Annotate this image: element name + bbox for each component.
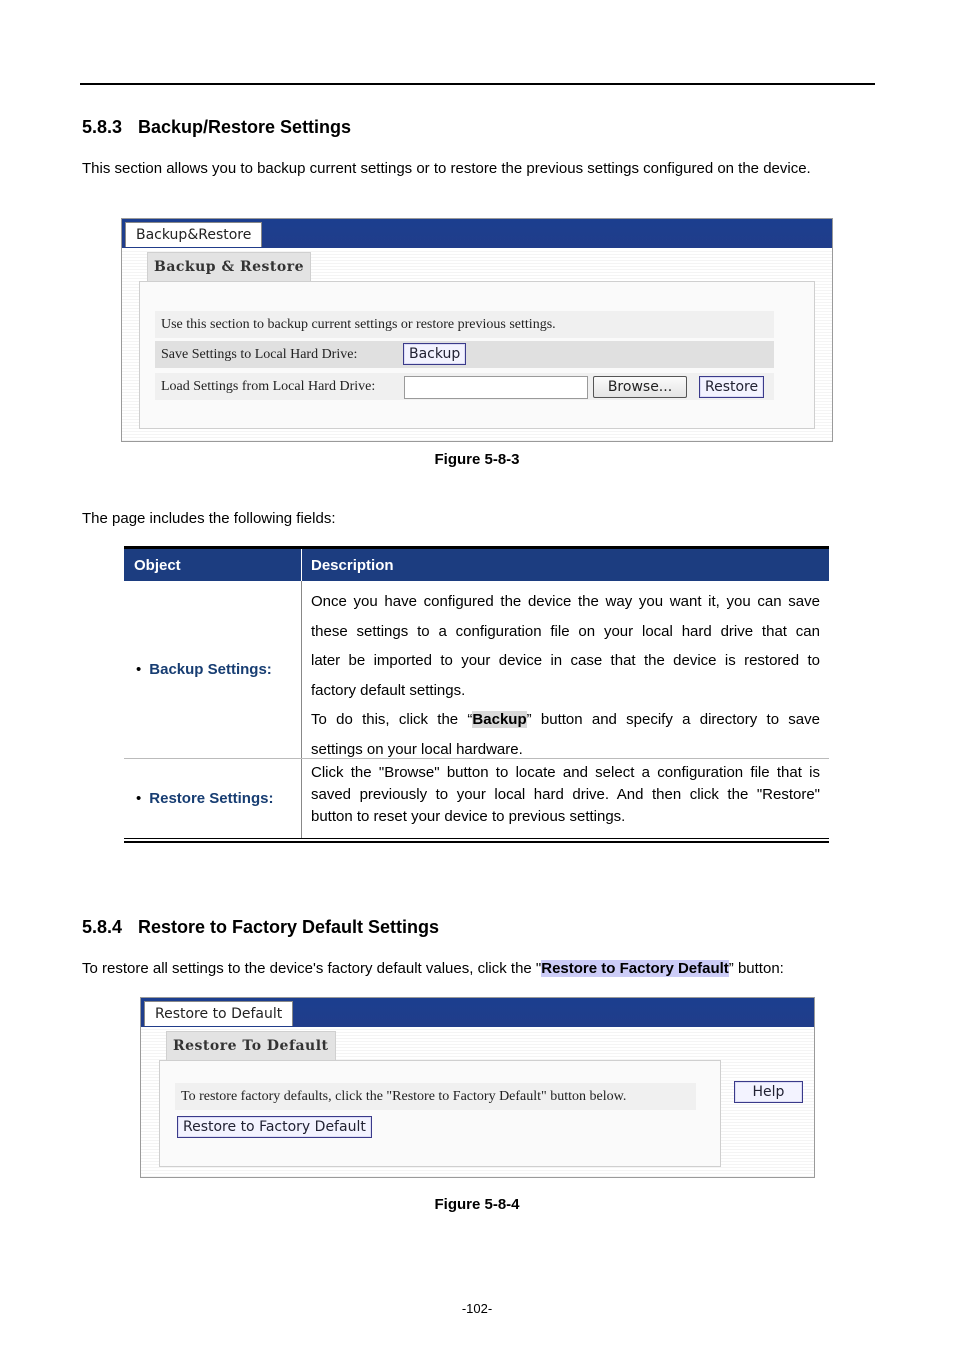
header-rule: [80, 83, 875, 85]
restore-to-factory-default-button[interactable]: Restore to Factory Default: [177, 1116, 372, 1138]
row-divider: [124, 758, 829, 759]
header-description: Description: [311, 557, 394, 574]
backup-restore-screenshot: [121, 218, 833, 442]
save-label: Save Settings to Local Hard Drive:: [161, 347, 358, 362]
header-object: Object: [134, 557, 181, 574]
info-row: Use this section to backup current settings or restore previous settings.: [155, 311, 774, 338]
bullet-icon: •: [136, 661, 142, 678]
object-backup-settings: [136, 661, 272, 678]
section-number: 5.8.3: [82, 117, 123, 137]
object-label: Restore Settings:: [149, 790, 274, 807]
info-row: To restore factory defaults, click the "Restore to Factory Default" button below.: [175, 1083, 696, 1110]
desc-line: factory default settings.: [311, 681, 466, 699]
browse-button[interactable]: Browse...: [593, 376, 687, 398]
section-heading-factory-default: [82, 917, 439, 938]
section-title: Backup/Restore Settings: [138, 117, 352, 137]
subtab-backup-restore: Backup & Restore: [147, 252, 311, 282]
table-bottom-rule: [124, 838, 829, 839]
desc-line: saved previously to your local hard drive. And then click the "Restore": [311, 786, 820, 803]
desc-line: [311, 705, 820, 735]
restore-panel: [159, 1060, 721, 1167]
title-bar: [122, 219, 832, 248]
table-bottom-rule: [124, 841, 829, 843]
object-restore-settings: [136, 790, 273, 807]
table-header: [124, 549, 829, 581]
object-label: Backup Settings:: [149, 661, 272, 678]
title-bar: [141, 998, 814, 1027]
subtab-restore-to-default: Restore To Default: [166, 1031, 336, 1061]
desc-text: ” button and specify a directory to save: [526, 711, 820, 729]
desc-text: To do this, click the “: [311, 711, 473, 729]
figure-caption-2: Figure 5-8-4: [434, 1196, 520, 1213]
backup-highlight: Backup: [472, 711, 527, 729]
tab-restore-to-default[interactable]: Restore to Default: [144, 1001, 293, 1026]
bullet-icon: •: [136, 790, 142, 807]
description-backup: [311, 587, 820, 765]
header-separator: [301, 549, 302, 581]
desc-line: settings on your local hardware.: [311, 740, 523, 758]
tab-backup-restore[interactable]: Backup&Restore: [125, 222, 262, 247]
description-restore: [311, 762, 820, 828]
intro-text: ” button:: [728, 960, 784, 977]
fields-table: [124, 546, 829, 825]
page-number: -102-: [461, 1301, 493, 1316]
section-intro: This section allows you to backup current settings or to restore the previous settings configured on the device.: [82, 160, 811, 177]
help-button[interactable]: Help: [734, 1081, 803, 1103]
desc-line: later be imported to your device in case that the device is restored to: [311, 652, 820, 670]
figure-caption-1: Figure 5-8-3: [434, 451, 520, 468]
section-heading-backup: [82, 117, 351, 138]
section2-intro: [82, 960, 784, 977]
intro-text: To restore all settings to the device's factory default values, click the ": [82, 960, 542, 977]
backup-panel: [139, 281, 815, 429]
desc-line: Click the "Browse" button to locate and select a configuration file that is: [311, 764, 820, 781]
section-title: Restore to Factory Default Settings: [138, 917, 440, 937]
section-number: 5.8.4: [82, 917, 123, 937]
screenshot-body: [122, 249, 832, 441]
restore-button[interactable]: Restore: [699, 376, 764, 398]
fields-intro: The page includes the following fields:: [82, 510, 336, 527]
desc-line: button to reset your device to previous settings.: [311, 808, 626, 825]
desc-line: Once you have configured the device the way you want it, you can save: [311, 593, 820, 610]
load-label: Load Settings from Local Hard Drive:: [161, 379, 376, 394]
restore-default-screenshot: [140, 997, 815, 1178]
screenshot-body: [141, 1028, 814, 1177]
restore-highlight: Restore to Factory Default: [541, 960, 729, 977]
desc-line: these settings to a configuration file on your local hard drive that can: [311, 622, 820, 640]
file-input[interactable]: [404, 376, 588, 399]
column-divider: [301, 581, 302, 839]
backup-button[interactable]: Backup: [403, 343, 466, 365]
